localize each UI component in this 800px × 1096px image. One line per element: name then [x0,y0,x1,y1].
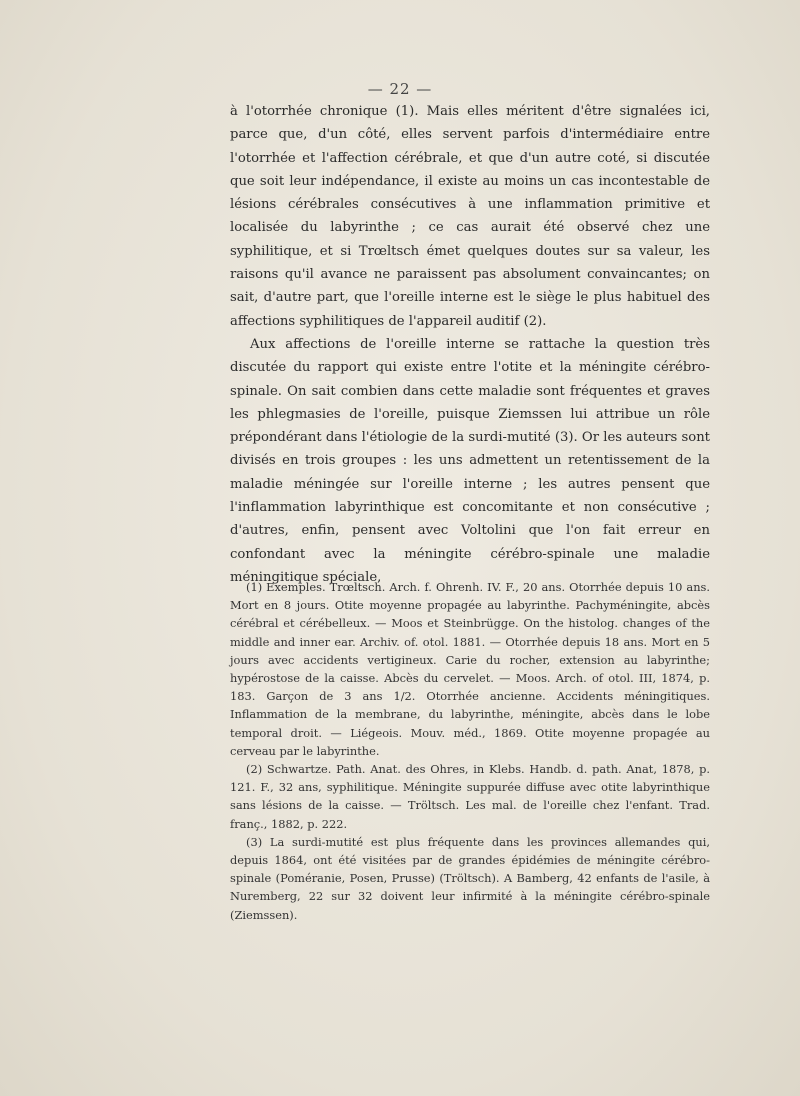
footnote: (1) Exemples. Trœltsch. Arch. f. Ohrenh. IV. F., 20 ans. Otorrhée depuis 10 ans. Mort en 8 jours. Otite moyenne propagée au labyrinthe. Pachyméningite, abcès cérébral et cérébelleux. — Moos et Steinbrügge. On the histolog. changes of the middle and inner ear. Archiv. of. otol. 1881. — Otorrhée depuis 18 ans. Mort en 5 jours avec accidents vertigineux. Carie du rocher, extension au labyrinthe; hypérostose de la caisse. Abcès du cervelet. — Moos. Arch. of otol. III, 1874, p. 183. Garçon de 3 ans 1/2. Otorrhée ancienne. Accidents méningitiques. Inflammation de la membrane, du labyrinthe, méningite, abcès dans le lobe temporal droit. — Liégeois. Mouv. méd., 1869. Otite moyenne propagée au cerveau par le labyrinthe. [230,580,710,758]
paragraph: Aux affections de l'oreille interne se rattache la question très discutée du rapport qui existe entre l'otite et la méningite cérébro-spinale. On sait combien dans cette maladie sont fréquentes et graves les phlegmasies de l'oreille, puisque Ziemssen lui attribue un rôle prépondérant dans l'étiologie de la surdi-mutité (3). Or les auteurs sont divisés en trois groupes : les uns admettent un retentissement de la maladie méningée sur l'oreille interne ; les autres pensent que l'inflammation labyrinthique est concomitante et non consécutive ; d'autres, enfin, pensent avec Voltolini que l'on fait erreur en confondant avec la méningite cérébro-spinale une maladie méningitique spéciale, [230,336,710,585]
paragraph: à l'otorrhée chronique (1). Mais elles méritent d'être signalées ici, parce que, d'un côté, elles servent parfois d'intermédiaire entre l'otorrhée et l'affection cérébrale, et que d'un autre coté, si discutée que soit leur indépendance, il existe au moins un cas incontestable de lésions cérébrales consécutives à une inflammation primitive et localisée du labyrinthe ; ce cas aurait été observé chez une syphilitique, et si Trœltsch émet quelques doutes sur sa valeur, les raisons qu'il avance ne paraissent pas absolument convaincantes; on sait, d'autre part, que l'oreille interne est le siège le plus habituel des affections syphilitiques de l'appareil auditif (2). [230,104,710,329]
main-text [230,100,710,589]
footnote: (3) La surdi-mutité est plus fréquente dans les provinces allemandes qui, depuis 1864, ont été visitées par de grandes épidémies de méningite cérébro-spinale (Poméranie, Posen, Prusse) (Tröltsch). A Bamberg, 42 enfants de l'asile, à Nuremberg, 22 sur 32 doivent leur infirmité à la méningite cérébro-spinale (Ziemssen). [230,834,710,922]
footnotes [230,578,710,924]
footnote: (2) Schwartze. Path. Anat. des Ohres, in Klebs. Handb. d. path. Anat, 1878, p. 121. F., 32 ans, syphilitique. Méningite suppurée diffuse avec otite labyrinthique sans lésions de la caisse. — Tröltsch. Les mal. de l'oreille chez l'enfant. Trad. franç., 1882, p. 222. [230,762,710,831]
page-number: — 22 — [367,80,433,98]
